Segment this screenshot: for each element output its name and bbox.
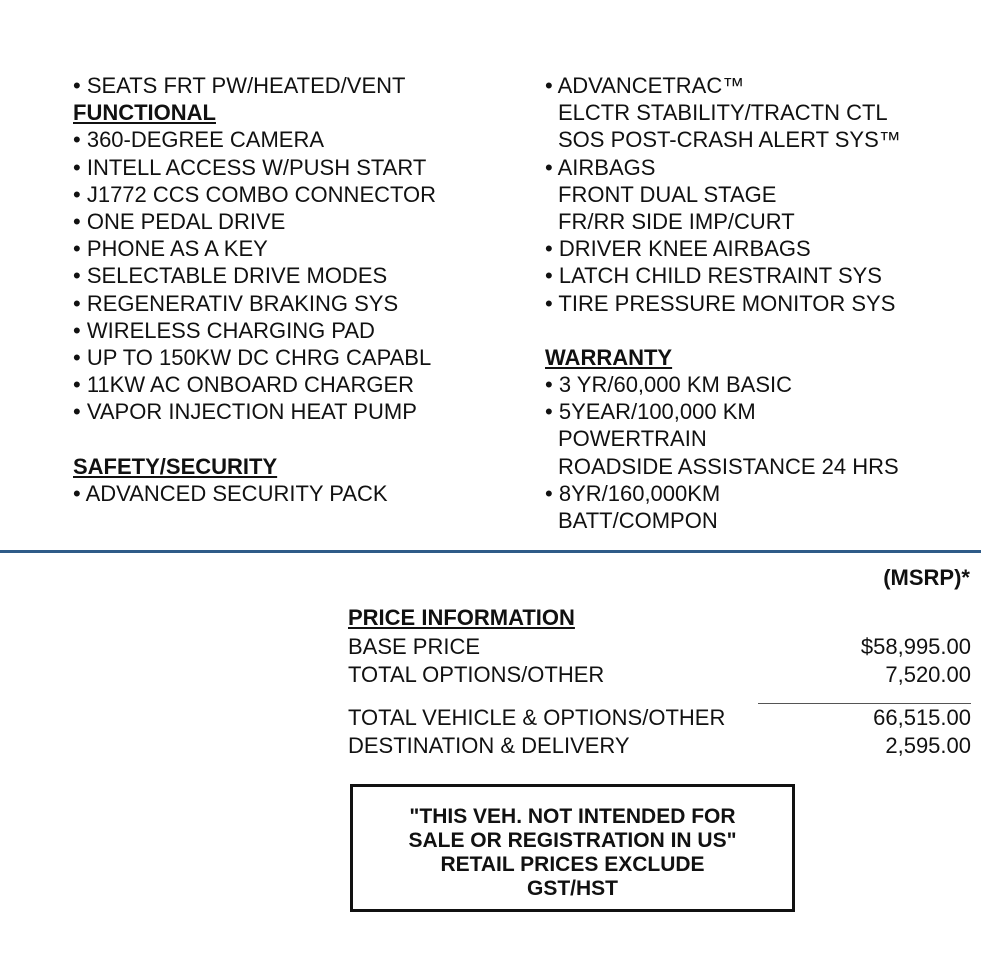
right-features-column [545,72,975,534]
feature-item: • UP TO 150KW DC CHRG CAPABL [73,344,513,371]
options-label: TOTAL OPTIONS/OTHER [348,662,605,687]
warranty-battery-sub: BATT/COMPON [558,508,718,533]
feature-item: • J1772 CCS COMBO CONNECTOR [73,181,513,208]
airbags-sub: FRONT DUAL STAGE [558,181,777,207]
safety-feature-item: • LATCH CHILD RESTRAINT SYS [545,262,975,289]
feature-item: • VAPOR INJECTION HEAT PUMP [73,398,513,425]
advancetrac-title: • ADVANCETRAC™ [545,72,975,99]
safety-heading: SAFETY/SECURITY [73,453,278,479]
feature-item: • 360-DEGREE CAMERA [73,126,513,153]
warranty-roadside: ROADSIDE ASSISTANCE 24 HRS [558,453,899,479]
notice-line: GST/HST [526,877,618,900]
feature-item: • PHONE AS A KEY [73,235,513,262]
total-label: TOTAL VEHICLE & OPTIONS/OTHER [348,705,726,730]
advancetrac-sub: ELCTR STABILITY/TRACTN CTL [558,100,888,126]
destination-value: 2,595.00 [885,733,971,758]
destination-label: DESTINATION & DELIVERY [348,733,630,758]
price-information [348,603,971,760]
warranty-powertrain-sub: POWERTRAIN [558,426,707,452]
functional-heading: FUNCTIONAL [73,100,216,126]
feature-item: • ONE PEDAL DRIVE [73,208,513,235]
notice-line: SALE OR REGISTRATION IN US" [408,829,737,852]
price-row-base [348,633,971,661]
price-row-options [348,661,971,689]
options-value: 7,520.00 [885,662,971,687]
warranty-basic: • 3 YR/60,000 KM BASIC [545,371,975,398]
feature-item: • WIRELESS CHARGING PAD [73,317,513,344]
notice-line: RETAIL PRICES EXCLUDE [440,853,705,876]
section-divider [0,550,981,553]
price-row-total [348,704,971,732]
feature-item: • INTELL ACCESS W/PUSH START [73,154,513,181]
price-heading: PRICE INFORMATION [348,605,575,630]
safety-feature-item: • TIRE PRESSURE MONITOR SYS [545,290,975,317]
warranty-heading: WARRANTY [545,344,673,370]
safety-feature-item: • DRIVER KNEE AIRBAGS [545,235,975,262]
price-row-destination [348,732,971,760]
base-price-label: BASE PRICE [348,634,481,659]
notice-box [350,784,795,912]
feature-item: • 11KW AC ONBOARD CHARGER [73,371,513,398]
feature-seats: • SEATS FRT PW/HEATED/VENT [73,72,513,99]
airbags-title: • AIRBAGS [545,154,975,181]
feature-item: • REGENERATIV BRAKING SYS [73,290,513,317]
warranty-powertrain: • 5YEAR/100,000 KM [545,398,975,425]
notice-line: "THIS VEH. NOT INTENDED FOR [409,805,736,828]
msrp-label: (MSRP)* [883,565,970,590]
feature-item: • SELECTABLE DRIVE MODES [73,262,513,289]
airbags-sub: FR/RR SIDE IMP/CURT [558,208,795,234]
advancetrac-sub: SOS POST-CRASH ALERT SYS™ [558,127,901,153]
base-price-value: $58,995.00 [860,634,971,659]
total-value: 66,515.00 [873,705,971,730]
safety-item: • ADVANCED SECURITY PACK [73,480,513,507]
warranty-battery: • 8YR/160,000KM [545,480,975,507]
left-features-column [73,72,513,507]
